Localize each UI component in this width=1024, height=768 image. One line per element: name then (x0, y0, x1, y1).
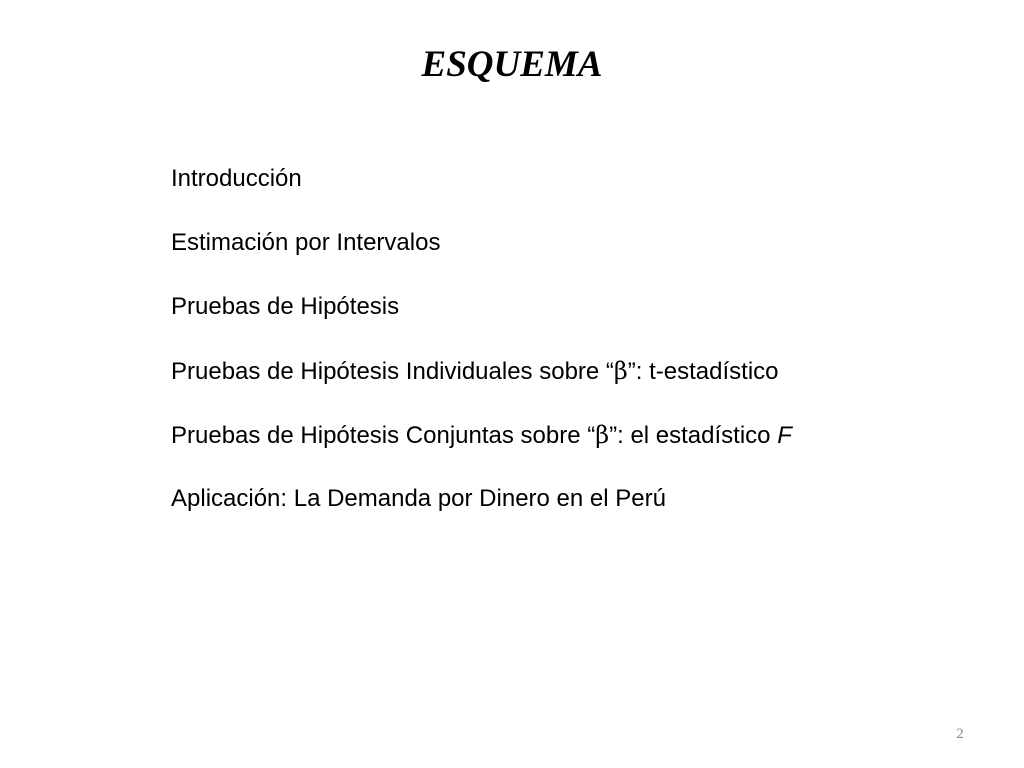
outline-item-label: Introducción (171, 165, 302, 192)
outline-item-application (171, 483, 792, 515)
beta-symbol: β (595, 421, 610, 449)
outline-item-hypothesis-tests (171, 291, 792, 323)
outline-list (171, 163, 792, 547)
outline-item-label-suffix: ”: el estadístico (609, 422, 778, 449)
outline-item-label-suffix: ”: t-estadístico (627, 358, 779, 385)
page-number: 2 (956, 726, 964, 742)
outline-item-joint-tests (171, 419, 792, 451)
outline-item-interval-estimation (171, 227, 792, 259)
outline-item-label: Estimación por Intervalos (171, 229, 441, 256)
beta-symbol: β (613, 357, 628, 385)
slide-title: ESQUEMA (421, 44, 603, 85)
outline-item-label: Pruebas de Hipótesis Conjuntas sobre “ (171, 422, 596, 449)
outline-item-individual-tests (171, 355, 792, 387)
outline-item-label: Aplicación: La Demanda por Dinero en el Perú (171, 485, 666, 512)
outline-item-introduction (171, 163, 792, 195)
f-statistic-symbol: F (777, 422, 792, 449)
outline-item-label: Pruebas de Hipótesis Individuales sobre “ (171, 358, 614, 385)
outline-item-label: Pruebas de Hipótesis (171, 293, 400, 320)
